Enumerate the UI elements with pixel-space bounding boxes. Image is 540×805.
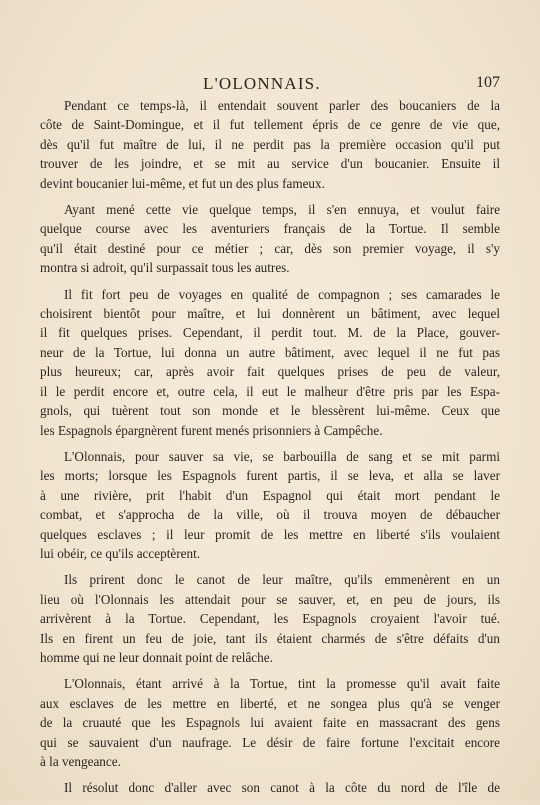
text-line: Ayant mené cette vie quelque temps, il s'en ennuya, et voulut faire <box>64 202 500 218</box>
text-line: L'Olonnais, pour sauver sa vie, se barbouilla de sang et se mit parmi <box>64 448 500 464</box>
text-line: homme qui ne leur donnait point de relâche. <box>40 649 273 665</box>
text-line: plus heureux; car, après avoir fait quelques prises de peu de valeur, <box>40 364 500 380</box>
text-line: Ils en firent un feu de joie, tant ils étaient charmés de s'être défaits d'un <box>40 630 500 646</box>
text-line: Pendant ce temps-là, il entendait souvent parler des boucaniers de la <box>64 98 500 113</box>
text-line: lieu où l'Olonnais les attendait pour se sauver, et, en peu de jours, ils <box>40 591 500 607</box>
text-line: à une rivière, prit l'habit d'un Espagnol qui était mort pendant le <box>40 487 500 503</box>
paragraph <box>40 674 500 771</box>
text-line: lui obéir, ce qu'ils acceptèrent. <box>40 545 201 561</box>
text-line: les morts; lorsque les Espagnols furent partis, il se leva, et alla se laver <box>40 468 500 484</box>
text-line: combat, et s'approcha de la ville, où il trouva moyen de débaucher <box>40 507 500 523</box>
text-line: qu'il était destiné pour ce métier ; car, dès son premier voyage, il s'y <box>40 240 500 256</box>
running-title: L'OLONNAIS. <box>203 74 321 93</box>
text-line: côte de Saint-Domingue, et il fut tellement épris de ce genre de vie que, <box>40 117 500 133</box>
text-line: Ils prirent donc le canot de leur maître, qu'ils emmenèrent en un <box>64 572 500 588</box>
text-line: arrivèrent à la Tortue. Cependant, les Espagnols croyaient l'avoir tué. <box>40 611 500 627</box>
text-line: devint boucanier lui-même, et fut un des plus fameux. <box>40 175 325 191</box>
text-line: L'Olonnais, étant arrivé à la Tortue, tint la promesse qu'il avait faite <box>64 676 500 692</box>
text-line: Il fit fort peu de voyages en qualité de compagnon ; ses camarades le <box>64 286 500 302</box>
page-header <box>62 74 500 96</box>
text-line: gnols, qui tuèrent tout son monde et le blessèrent lui-même. Ceux que <box>40 403 500 419</box>
text-line: dès qu'il fut maître de lui, il ne perdit pas la première occasion qu'il put <box>40 136 500 152</box>
paragraph <box>40 447 500 563</box>
text-line: à la vengeance. <box>40 754 121 769</box>
body-text <box>40 96 500 805</box>
paragraph <box>40 96 500 193</box>
text-line: aux esclaves de les mettre en liberté, et ne songea plus qu'à se venger <box>40 695 500 711</box>
paragraph <box>40 285 500 440</box>
paragraph <box>40 778 500 797</box>
text-line: qui se sauvaient d'un naufrage. Le désir de faire fortune l'excitait encore <box>40 734 500 750</box>
text-line: montra si adroit, qu'il surpassait tous les autres. <box>40 260 290 276</box>
paragraph <box>40 200 500 278</box>
text-line: les Espagnols épargnèrent furent menés prisonniers à Campêche. <box>40 422 383 438</box>
text-line: Il résolut donc d'aller avec son canot à la côte du nord de l'île de <box>64 780 500 796</box>
text-line: trouver de les joindre, et se mit au service d'un boucanier. Ensuite il <box>40 156 500 172</box>
text-line: choisirent bientôt pour maître, et lui donnèrent un bâtiment, avec lequel <box>40 306 500 322</box>
text-line: neur de la Tortue, lui donna un autre bâtiment, avec lequel il ne fut pas <box>40 344 500 360</box>
text-line: quelque course avec les aventuriers français de la Tortue. Il semble <box>40 221 500 237</box>
text-line: il le perdit encore et, outre cela, il eut le malheur d'être pris par les Espa- <box>40 383 500 399</box>
text-line: quelques esclaves ; il leur promit de les mettre en liberté s'ils voulaient <box>40 526 500 542</box>
paragraph <box>40 570 500 667</box>
page-number: 107 <box>476 74 500 91</box>
text-line: de la cruauté que les Espagnols lui avaient faite en massacrant des gens <box>40 715 500 731</box>
text-line: il fit quelques prises. Cependant, il perdit tout. M. de la Place, gouver- <box>40 325 500 341</box>
